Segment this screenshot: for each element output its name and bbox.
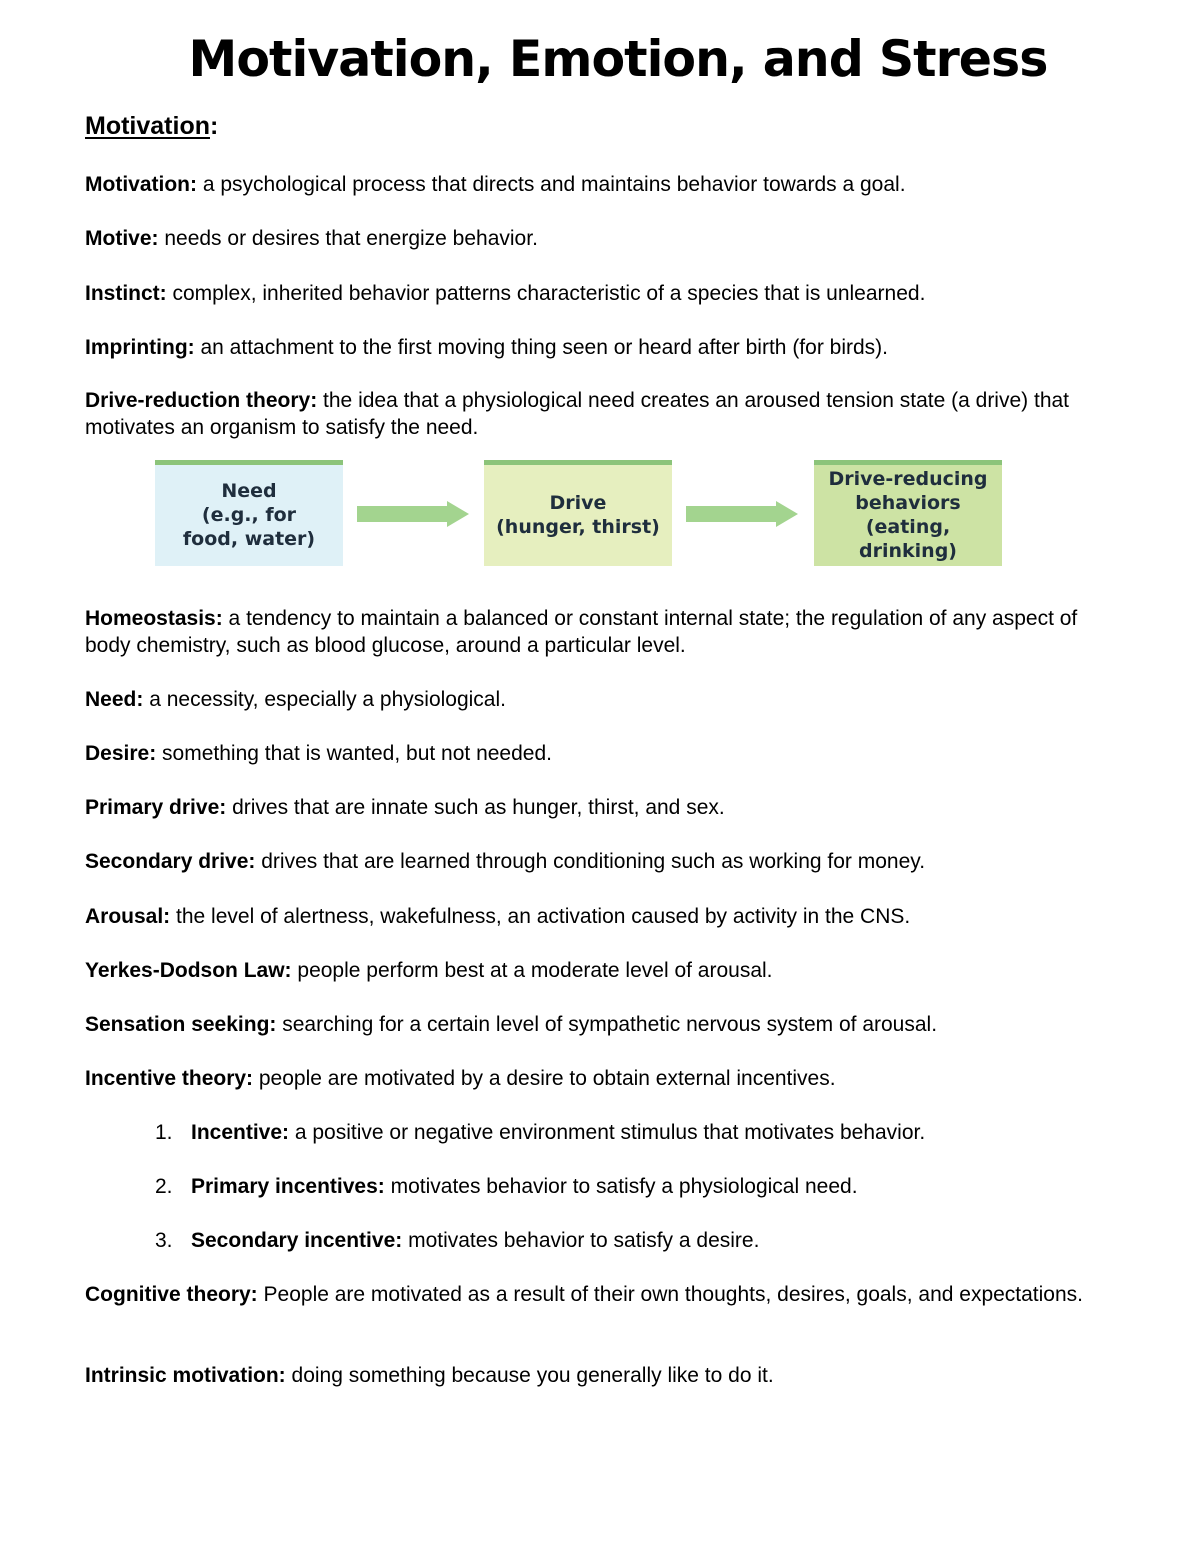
entry-yerkes-dodson-law [85, 957, 1115, 984]
entry-need [85, 686, 1115, 713]
box-top-bar [814, 460, 1002, 465]
list-number: 3. [155, 1229, 173, 1252]
definition: motivates behavior to satisfy a physiological need. [384, 1175, 858, 1198]
term: Yerkes-Dodson Law: [85, 959, 292, 982]
entry-desire [85, 740, 1115, 767]
entry-cognitive-theory [85, 1281, 1115, 1308]
term: Cognitive theory: [85, 1283, 258, 1306]
definition: a psychological process that directs and maintains behavior towards a goal. [196, 173, 906, 196]
definition: a necessity, especially a physiological. [143, 688, 506, 711]
term: Instinct: [85, 282, 167, 305]
section-heading [85, 112, 218, 141]
definition: complex, inherited behavior patterns characteristic of a species that is unlearned. [166, 282, 926, 305]
list-item-primary-incentives [155, 1173, 1115, 1200]
term: Desire: [85, 742, 157, 765]
document-title: Motivation, Emotion, and Stress [188, 30, 1048, 88]
definition: motivates behavior to satisfy a desire. [402, 1229, 760, 1252]
term: Motivation: [85, 173, 197, 196]
term: Incentive theory: [85, 1067, 254, 1090]
term: Sensation seeking: [85, 1013, 277, 1036]
list-item-incentive [155, 1119, 1115, 1146]
drive-box [484, 460, 672, 566]
box-top-bar [484, 460, 672, 465]
definition: people perform best at a moderate level of arousal. [291, 959, 773, 982]
entry-imprinting [85, 334, 1115, 361]
definition: needs or desires that energize behavior. [158, 227, 538, 250]
definition: drives that are learned through conditioning such as working for money. [255, 850, 926, 873]
term: Primary incentives: [191, 1175, 385, 1198]
term: Need: [85, 688, 144, 711]
definition: people are motivated by a desire to obtain external incentives. [253, 1067, 836, 1090]
definition: a tendency to maintain a balanced or constant internal state; the regulation of any aspect of body chemistry, such as blood glucose, around a particular level. [85, 607, 1078, 657]
drive-box-label: Drive (hunger, thirst) [496, 492, 660, 538]
need-box-label: Need (e.g., for food, water) [182, 480, 316, 550]
definition: something that is wanted, but not needed. [156, 742, 552, 765]
entry-motivation [85, 171, 1115, 198]
entry-arousal [85, 903, 1115, 930]
term: Homeostasis: [85, 607, 223, 630]
term: Arousal: [85, 905, 171, 928]
definition: drives that are innate such as hunger, thirst, and sex. [226, 796, 725, 819]
definition: searching for a certain level of sympathetic nervous system of arousal. [276, 1013, 938, 1036]
term: Intrinsic motivation: [85, 1364, 286, 1387]
term: Motive: [85, 227, 159, 250]
entry-primary-drive [85, 794, 1115, 821]
definition: the level of alertness, wakefulness, an activation caused by activity in the CNS. [170, 905, 911, 928]
section-heading-colon: : [210, 112, 219, 140]
entry-sensation-seeking [85, 1011, 1115, 1038]
list-number: 2. [155, 1175, 173, 1198]
entry-incentive-theory [85, 1065, 1115, 1092]
arrow-right-icon [686, 501, 798, 527]
entry-intrinsic-motivation [85, 1362, 1115, 1389]
arrow-right-icon [357, 501, 469, 527]
entry-instinct [85, 280, 1115, 307]
box-top-bar [155, 460, 343, 465]
term: Primary drive: [85, 796, 227, 819]
term: Imprinting: [85, 336, 195, 359]
definition: an attachment to the first moving thing seen or heard after birth (for birds). [194, 336, 888, 359]
list-number: 1. [155, 1121, 173, 1144]
entry-motive [85, 225, 1115, 252]
definition: doing something because you generally like to do it. [285, 1364, 774, 1387]
entry-drive-reduction-theory [85, 387, 1115, 441]
drive-reduction-diagram [155, 460, 1005, 568]
definition: People are motivated as a result of their own thoughts, desires, goals, and expectations. [257, 1283, 1084, 1306]
definition: the idea that a physiological need creates an aroused tension state (a drive) that motivates an organism to satisfy the need. [85, 389, 1070, 439]
term: Secondary drive: [85, 850, 256, 873]
term: Drive-reduction theory: [85, 389, 318, 412]
list-item-secondary-incentive [155, 1227, 1115, 1254]
entry-homeostasis [85, 605, 1115, 659]
term: Incentive: [191, 1121, 290, 1144]
section-heading-text: Motivation [85, 112, 210, 140]
definition: a positive or negative environment stimulus that motivates behavior. [289, 1121, 926, 1144]
entry-secondary-drive [85, 848, 1115, 875]
drive-reducing-behaviors-label: Drive-reducing behaviors (eating, drinking) [828, 468, 988, 562]
drive-reducing-behaviors-box [814, 460, 1002, 566]
need-box [155, 460, 343, 566]
term: Secondary incentive: [191, 1229, 403, 1252]
